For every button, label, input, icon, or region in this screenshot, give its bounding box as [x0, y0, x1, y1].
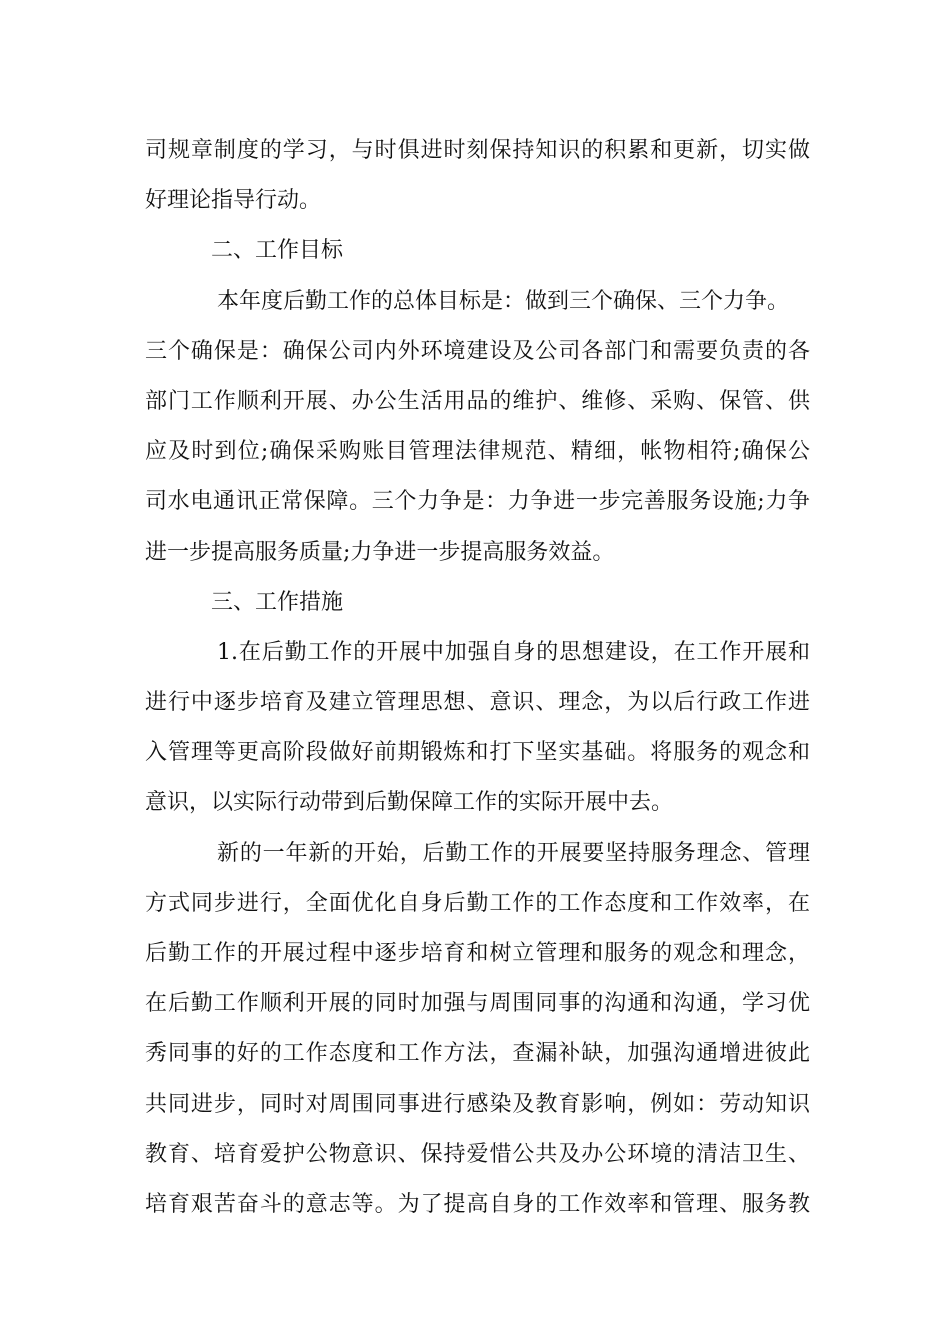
text-line: 好理论指导行动。 — [145, 188, 322, 214]
text-line: 部门工作顺利开展、办公生活用品的维护、维修、采购、保管、供 — [145, 388, 810, 414]
text-line: 后勤工作的开展过程中逐步培育和树立管理和服务的观念和理念， — [145, 941, 810, 966]
text-line: 在后勤工作顺利开展的同时加强与周围同事的沟通和沟通，学习优 — [145, 991, 810, 1017]
text-line: 方式同步进行，全面优化自身后勤工作的工作态度和工作效率，在 — [145, 890, 810, 916]
text-line: 秀同事的好的工作态度和工作方法，查漏补缺，加强沟通增进彼此 — [145, 1041, 810, 1067]
text-line: 1.在后勤工作的开展中加强自身的思想建设，在工作开展和 — [217, 639, 810, 665]
text-line: 进一步提高服务质量;力争进一步提高服务效益。 — [145, 539, 615, 565]
section-heading: 二、工作目标 — [211, 238, 344, 264]
text-line: 进行中逐步培育及建立管理思想、意识、理念，为以后行政工作进 — [145, 690, 810, 716]
text-line: 司水电通讯正常保障。三个力争是：力争进一步完善服务设施;力争 — [145, 489, 810, 515]
text-line: 新的一年新的开始，后勤工作的开展要坚持服务理念、管理 — [217, 840, 810, 866]
text-line: 培育艰苦奋斗的意志等。为了提高自身的工作效率和管理、服务教 — [145, 1191, 810, 1217]
text-line: 意识，以实际行动带到后勤保障工作的实际开展中去。 — [145, 790, 674, 816]
text-line: 应及时到位;确保采购账目管理法律规范、精细，帐物相符;确保公 — [145, 439, 810, 465]
document-body — [145, 126, 810, 1230]
text-line: 三个确保是：确保公司内外环境建设及公司各部门和需要负责的各 — [145, 338, 810, 364]
section-heading: 三、工作措施 — [211, 589, 344, 615]
text-line: 共同进步，同时对周围同事进行感染及教育影响，例如：劳动知识 — [145, 1091, 810, 1117]
text-line: 入管理等更高阶段做好前期锻炼和打下坚实基础。将服务的观念和 — [145, 740, 810, 766]
text-line: 教育、培育爱护公物意识、保持爱惜公共及办公环境的清洁卫生、 — [145, 1141, 810, 1167]
text-line: 司规章制度的学习，与时俱进时刻保持知识的积累和更新，切实做 — [145, 138, 810, 163]
text-line: 本年度后勤工作的总体目标是：做到三个确保、三个力争。 — [217, 288, 790, 314]
